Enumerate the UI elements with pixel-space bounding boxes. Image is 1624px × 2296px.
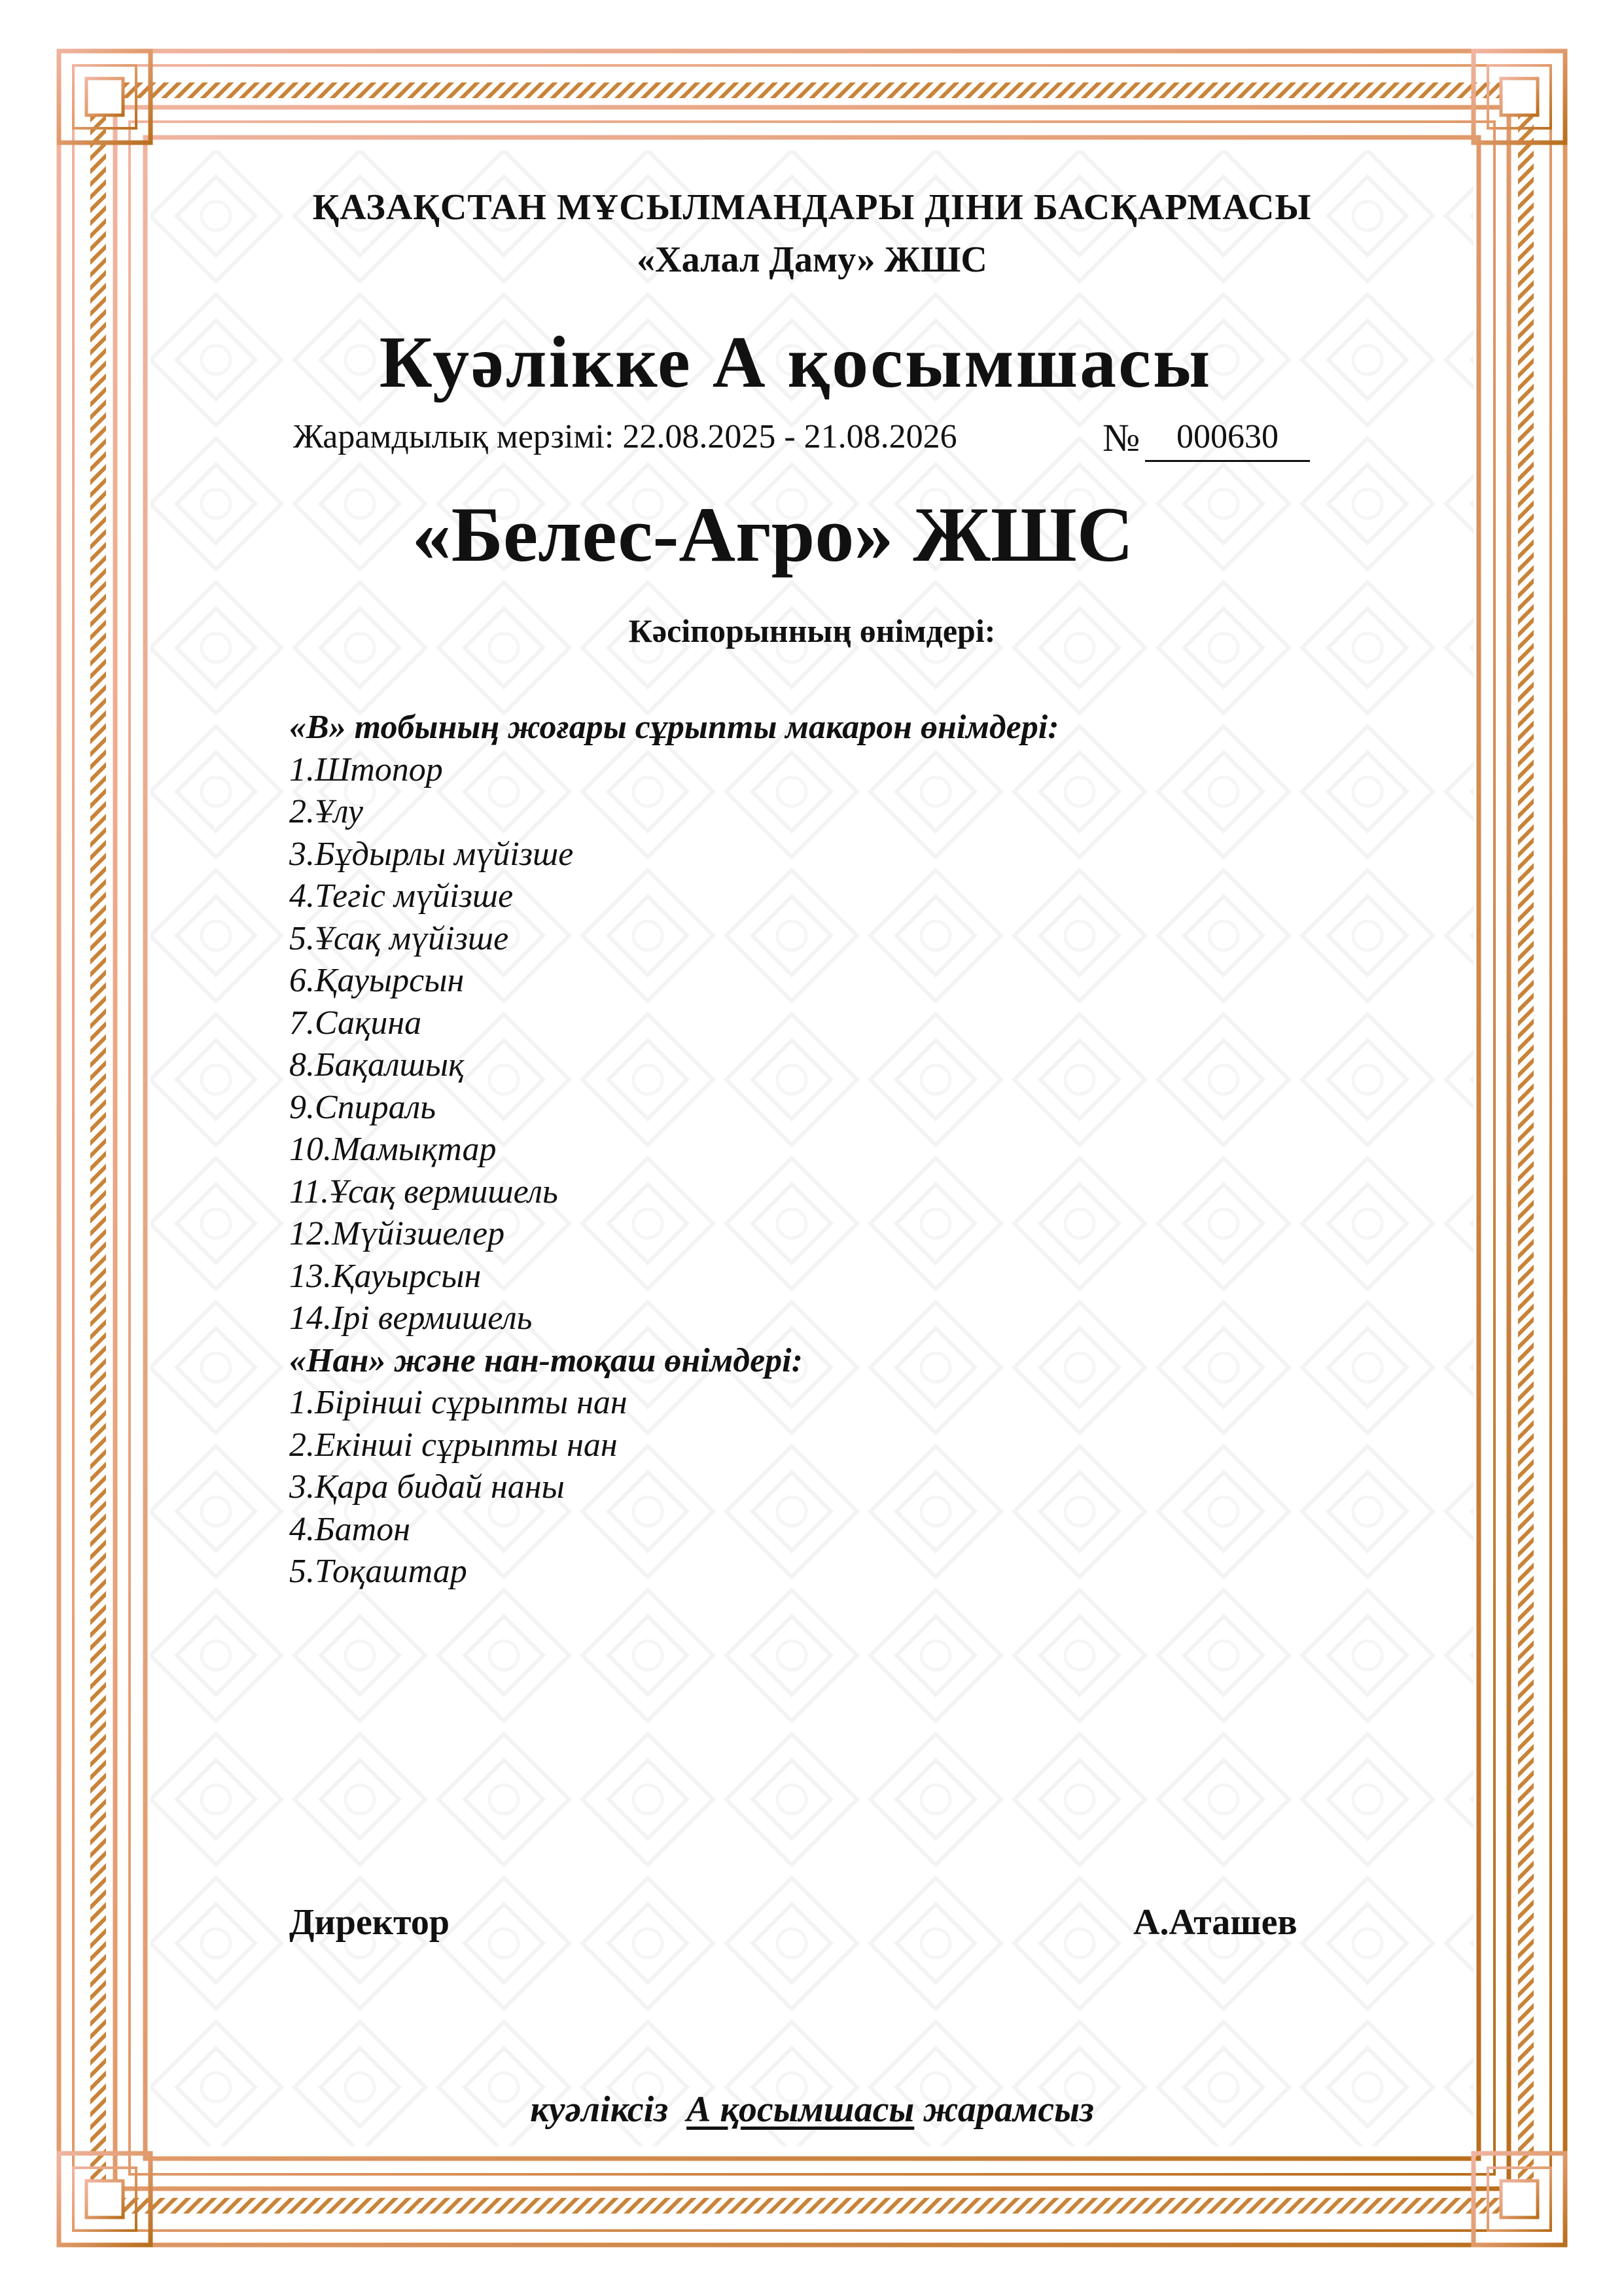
- list-item: 11.Ұсақ вермишель: [289, 1173, 558, 1210]
- list-item: 2.Ұлу: [289, 793, 363, 830]
- director-name: А.Аташев: [1133, 1902, 1297, 1943]
- footer-text-before: куәліксіз: [530, 2089, 669, 2130]
- products-heading: Кәсіпорынның өнімдері:: [628, 612, 996, 649]
- number-label: №: [1103, 416, 1140, 459]
- list-item: 1.Бірінші сұрыпты нан: [289, 1384, 627, 1421]
- list-item: 14.Ірі вермишель: [289, 1299, 533, 1337]
- list-item: 1.Штопор: [289, 751, 443, 788]
- organization-title: ҚАЗАҚСТАН МҰСЫЛМАНДАРЫ ДІНИ БАСҚАРМАСЫ: [312, 187, 1312, 228]
- document-number: 000630: [1145, 417, 1310, 462]
- list-item: 9.Спираль: [289, 1088, 436, 1126]
- list-item: 4.Батон: [289, 1510, 411, 1548]
- list-item: 5.Ұсақ мүйізше: [289, 919, 509, 957]
- list-item: 3.Бұдырлы мүйізше: [289, 835, 574, 873]
- list-item: 8.Бақалшық: [289, 1046, 465, 1084]
- list-item: 7.Сақина: [289, 1004, 422, 1042]
- product-list: [289, 707, 1059, 1593]
- company-name: «Белес-Агро» ЖШС: [412, 491, 1134, 578]
- validity-period: Жарамдылық мерзімі: 22.08.2025 - 21.08.2026: [293, 418, 957, 455]
- list-item: 10.Мамықтар: [289, 1131, 497, 1168]
- list-item: 2.Екінші сұрыпты нан: [289, 1426, 618, 1464]
- list-item: 6.Қауырсын: [289, 962, 465, 999]
- product-group-title: «В» тобының жоғары сұрыпты макарон өнімдері:: [289, 709, 1059, 746]
- footer-text-after: жарамсыз: [923, 2089, 1094, 2130]
- director-label: Директор: [289, 1902, 450, 1943]
- list-item: 5.Тоқаштар: [289, 1553, 467, 1590]
- subsidiary-name: «Халал Даму» ЖШС: [637, 239, 987, 280]
- product-group-title: «Нан» және нан-тоқаш өнімдері:: [289, 1341, 803, 1379]
- list-item: 12.Мүйізшелер: [289, 1215, 505, 1252]
- footer-note: [0, 2089, 1624, 2130]
- footer-text-underlined: А қосымшасы: [686, 2089, 915, 2130]
- list-item: 13.Қауырсын: [289, 1257, 482, 1295]
- list-item: 4.Тегіс мүйізше: [289, 877, 514, 915]
- list-item: 3.Қара бидай наны: [289, 1468, 565, 1506]
- document-title: Куәлікке А қосымшасы: [379, 322, 1212, 403]
